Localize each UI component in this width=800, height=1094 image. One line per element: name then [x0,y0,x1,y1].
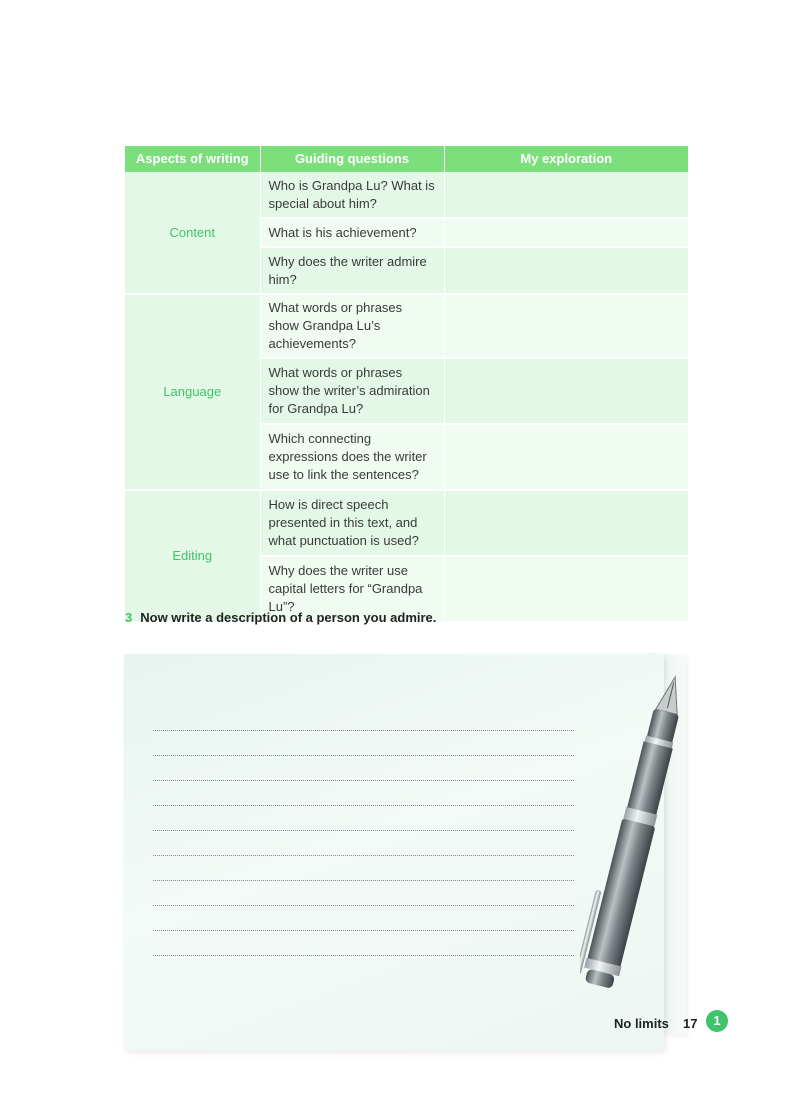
writing-line[interactable] [153,755,574,756]
exploration-cell[interactable] [444,218,688,247]
task-text: Now write a description of a person you admire. [140,610,437,625]
guiding-question: Why does the writer use capital letters for “Grandpa Lu”? [260,556,444,622]
writing-line[interactable] [153,805,574,806]
writing-line[interactable] [153,780,574,781]
exploration-cell[interactable] [444,294,688,358]
guiding-question: Who is Grandpa Lu? What is special about him? [260,172,444,218]
writing-line[interactable] [153,955,574,956]
guiding-question: How is direct speech presented in this text, and what punctuation is used? [260,490,444,556]
task-instruction [125,610,436,625]
guiding-question: What words or phrases show Grandpa Lu’s achievements? [260,294,444,358]
exploration-cell[interactable] [444,556,688,622]
writing-line[interactable] [153,905,574,906]
guiding-question: What is his achievement? [260,218,444,247]
aspect-language: Language [125,294,260,490]
table-row [125,490,688,556]
aspect-editing: Editing [125,490,260,622]
header-my-exploration: My exploration [444,146,688,172]
page-number: 17 [683,1016,698,1031]
header-guiding-questions: Guiding questions [260,146,444,172]
aspect-content: Content [125,172,260,294]
exploration-cell[interactable] [444,358,688,424]
writing-line[interactable] [153,730,574,731]
exploration-cell[interactable] [444,490,688,556]
header-aspects: Aspects of writing [125,146,260,172]
writing-line[interactable] [153,930,574,931]
table-row [125,294,688,358]
fountain-pen-icon [580,668,690,1008]
exploration-cell[interactable] [444,424,688,490]
writing-line[interactable] [153,830,574,831]
table-header-row [125,146,688,172]
writing-aspects-table [125,146,688,623]
writing-line[interactable] [153,855,574,856]
unit-number-badge: 1 [706,1010,728,1032]
writing-line[interactable] [153,880,574,881]
guiding-question: Why does the writer admire him? [260,247,444,294]
task-number: 3 [125,610,133,625]
exploration-cell[interactable] [444,172,688,218]
unit-title: No limits [614,1016,669,1031]
guiding-question: Which connecting expressions does the writer use to link the sentences? [260,424,444,490]
exploration-cell[interactable] [444,247,688,294]
table-row [125,172,688,218]
guiding-question: What words or phrases show the writer’s admiration for Grandpa Lu? [260,358,444,424]
